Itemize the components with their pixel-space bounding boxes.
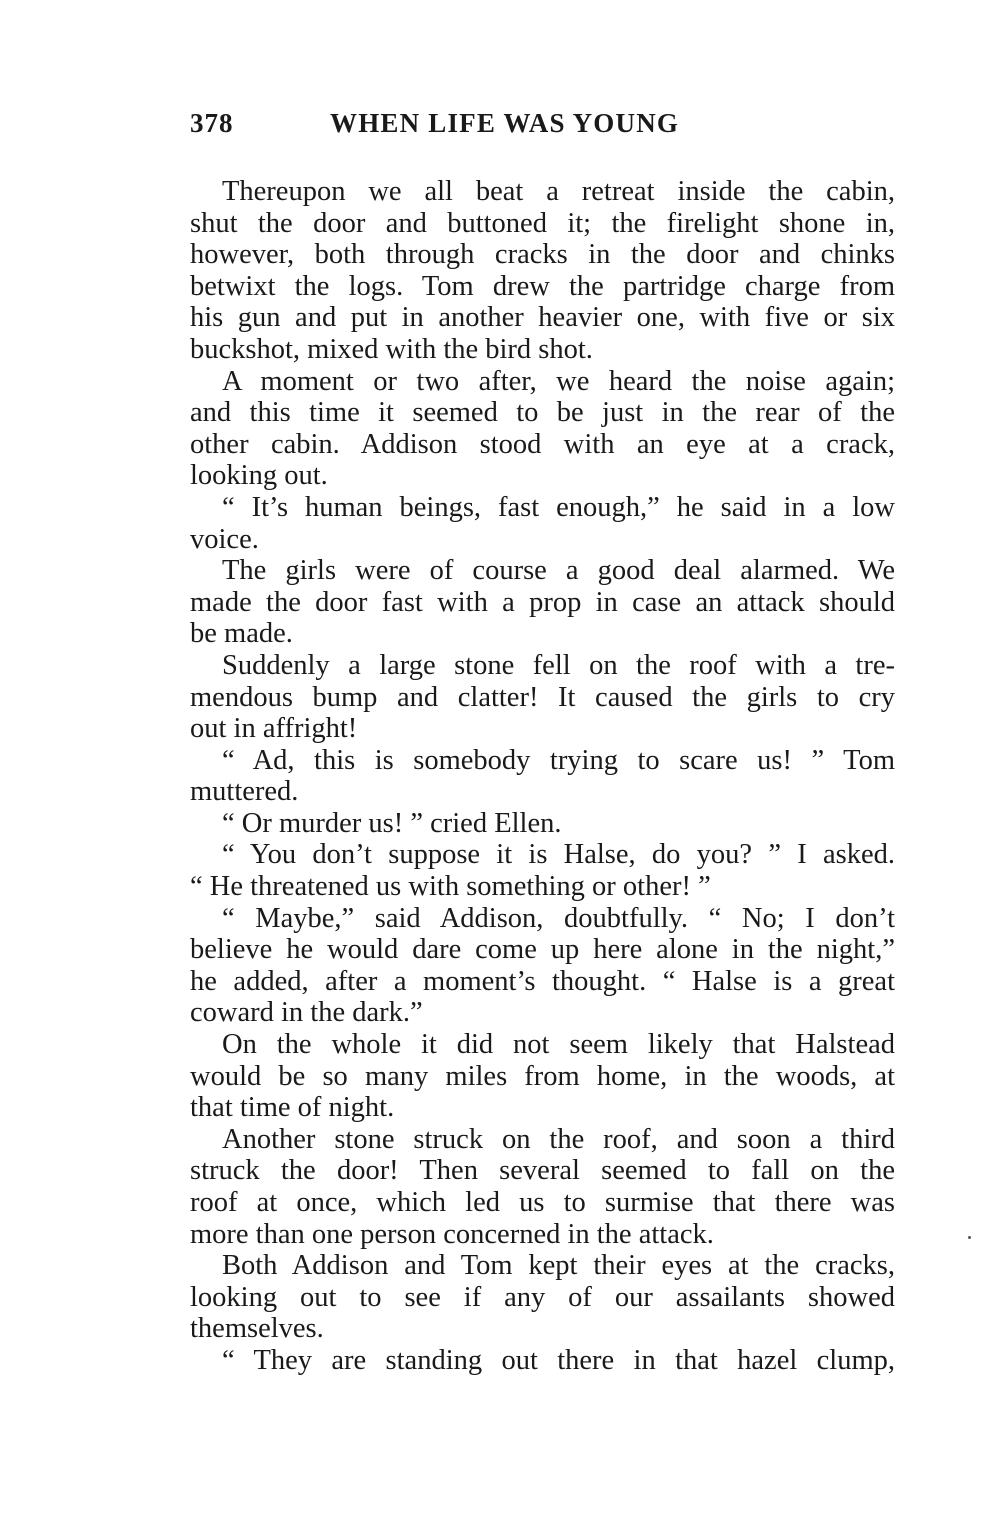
- text-line: however, both through cracks in the door and chinks: [190, 239, 895, 271]
- page-number: 378: [190, 108, 234, 138]
- text-line: and this time it seemed to be just in the rear of the: [190, 397, 895, 429]
- text-line: Thereupon we all beat a retreat inside the cabin,: [222, 176, 895, 207]
- text-line: The girls were of course a good deal alarmed. We: [222, 555, 895, 587]
- text-line: out in affright!: [190, 713, 358, 745]
- print-speck: [968, 1236, 971, 1239]
- text-line: Another stone struck on the roof, and soon a third: [222, 1123, 895, 1155]
- text-line: shut the door and buttoned it; the firelight shone in,: [190, 207, 895, 239]
- text-line: “ It’s human beings, fast enough,” he said in a low: [222, 491, 895, 523]
- text-line: looking out.: [190, 460, 328, 492]
- running-header: [190, 108, 890, 148]
- text-line: looking out to see if any of our assailants showed: [190, 1281, 895, 1313]
- text-line: more than one person concerned in the attack.: [190, 1218, 714, 1250]
- text-line: he added, after a moment’s thought. “ Halse is a great: [190, 965, 895, 997]
- text-line: voice.: [190, 523, 259, 555]
- text-line: “ You don’t suppose it is Halse, do you? ” I asked.: [222, 839, 895, 871]
- text-line: be made.: [190, 618, 293, 650]
- text-line: believe he would dare come up here alone in the night,”: [190, 934, 895, 966]
- text-line: would be so many miles from home, in the woods, at: [190, 1060, 895, 1092]
- text-line: A moment or two after, we heard the noise again;: [222, 365, 895, 397]
- running-title: WHEN LIFE WAS YOUNG: [330, 108, 680, 138]
- text-line: Both Addison and Tom kept their eyes at the cracks,: [222, 1250, 895, 1282]
- text-line: other cabin. Addison stood with an eye at a crack,: [190, 428, 895, 460]
- text-line: themselves.: [190, 1313, 324, 1345]
- text-line: roof at once, which led us to surmise that there was: [190, 1187, 895, 1218]
- text-line: “ Maybe,” said Addison, doubtfully. “ No; I don’t: [222, 902, 895, 934]
- text-line: coward in the dark.”: [190, 997, 423, 1029]
- text-line: made the door fast with a prop in case an attack should: [190, 586, 895, 618]
- text-line: muttered.: [190, 776, 299, 808]
- body-text: [190, 176, 895, 1377]
- text-line: “ Ad, this is somebody trying to scare us! ” Tom: [222, 744, 895, 776]
- text-line: “ They are standing out there in that hazel clump,: [222, 1344, 895, 1376]
- text-line: “ Or murder us! ” cried Ellen.: [222, 807, 562, 839]
- text-line: Suddenly a large stone fell on the roof with a tre-: [222, 649, 895, 681]
- text-line: On the whole it did not seem likely that Halstead: [222, 1029, 895, 1061]
- text-line: struck the door! Then several seemed to fall on the: [190, 1155, 895, 1187]
- text-line: betwixt the logs. Tom drew the partridge charge from: [190, 270, 895, 302]
- text-line: “ He threatened us with something or other! ”: [190, 871, 711, 903]
- text-line: his gun and put in another heavier one, with five or six: [190, 302, 895, 334]
- text-line: buckshot, mixed with the bird shot.: [190, 333, 593, 365]
- text-line: that time of night.: [190, 1092, 395, 1124]
- text-line: mendous bump and clatter! It caused the girls to cry: [190, 681, 895, 713]
